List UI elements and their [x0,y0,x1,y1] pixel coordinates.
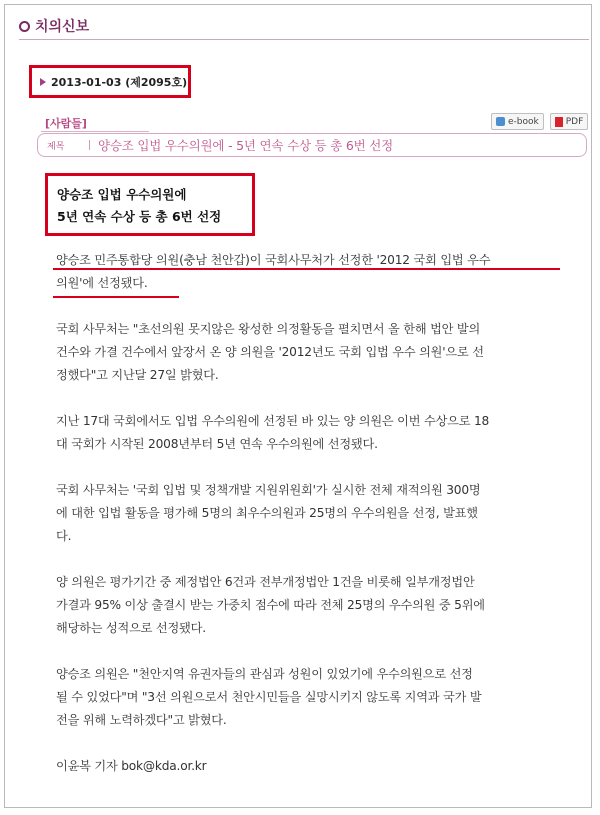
text-line: 국회 사무처는 "초선의원 못지않은 왕성한 의정활동을 펼치면서 올 한해 법안 발의 [56,322,481,336]
article-paragraph-2 [56,410,586,456]
ring-bullet-icon [19,21,30,32]
site-title[interactable]: 치의신보 [35,19,90,35]
ebook-button[interactable] [491,113,544,130]
header-divider [19,39,589,40]
text-line: 양 의원은 평가기간 중 제정법안 6건과 전부개정법안 1건을 비롯해 일부개정법안 [56,575,475,589]
article-paragraph-3 [56,479,586,548]
text-line: 양승조 의원은 "천안지역 유권자들의 관심과 성원이 있었기에 우수의원으로 선정 [56,667,473,681]
text-line: 대 국회가 시작된 2008년부터 5년 연속 우수의원에 선정됐다. [56,437,378,451]
pdf-icon [555,117,563,127]
subject-separator [89,140,90,150]
text-line: 가결과 95% 이상 출결시 받는 가중치 점수에 따라 전체 25명의 우수의원 중 5위에 [56,598,485,612]
text-line: 국회 사무처는 '국회 입법 및 정책개발 지원위원회'가 실시한 전체 재적의원 300명 [56,483,481,497]
text-line: 다. [56,529,72,543]
headline-box [45,173,255,236]
article-frame [4,4,592,808]
issue-date: 2013-01-03 (제2095호) [51,75,188,89]
text-line: 에 대한 입법 활동을 평가해 5명의 최우수의원과 25명의 우수의원을 선정, 발표했 [56,506,478,520]
pdf-button[interactable] [550,113,589,130]
lead-underline-2 [53,296,179,298]
article-body [56,249,586,778]
text-line: 될 수 있었다"며 "3선 의원으로서 천안시민들을 실망시키지 않도록 지역과 국가 발 [56,690,482,704]
subject-bar [37,133,587,157]
category-divider [41,131,149,132]
subject-text: 양승조 입법 우수의원에 - 5년 연속 수상 등 총 6번 선정 [98,138,394,153]
ebook-label: e-book [508,116,539,127]
arrow-right-icon [40,78,46,86]
subject-label: 제목 [47,141,65,152]
text-line: 정했다"고 지난달 27일 밝혔다. [56,368,219,382]
article-paragraph-5 [56,663,586,732]
text-line: 지난 17대 국회에서도 입법 우수의원에 선정된 바 있는 양 의원은 이번 수상으로 18 [56,414,490,428]
site-header [19,15,89,37]
headline-line-1: 양승조 입법 우수의원에 [57,187,187,202]
article-paragraph-4 [56,571,586,640]
category-label: [사람들] [45,117,87,130]
headline-line-2: 5년 연속 수상 등 총 6번 선정 [57,209,222,224]
ebook-icon [496,117,505,126]
pdf-label: PDF [565,116,584,127]
toolbar [491,113,588,130]
lead-underline-1 [53,268,560,270]
text-line: 전을 위해 노력하겠다"고 밝혔다. [56,713,227,727]
issue-date-box [29,65,191,98]
article-lead [56,249,586,295]
text-line: 양승조 민주통합당 의원(충남 천안갑)이 국회사무처가 선정한 '2012 국회 입법 우수 [56,253,491,267]
article-byline: 이윤복 기자 bok@kda.or.kr [56,759,207,773]
text-line: 건수와 가결 건수에서 앞장서 온 양 의원을 '2012년도 국회 입법 우수 의원'으로 선 [56,345,484,359]
article-paragraph-1 [56,318,586,387]
text-line: 해당하는 성적으로 선정됐다. [56,621,206,635]
text-line: 의원'에 선정됐다. [56,276,148,290]
